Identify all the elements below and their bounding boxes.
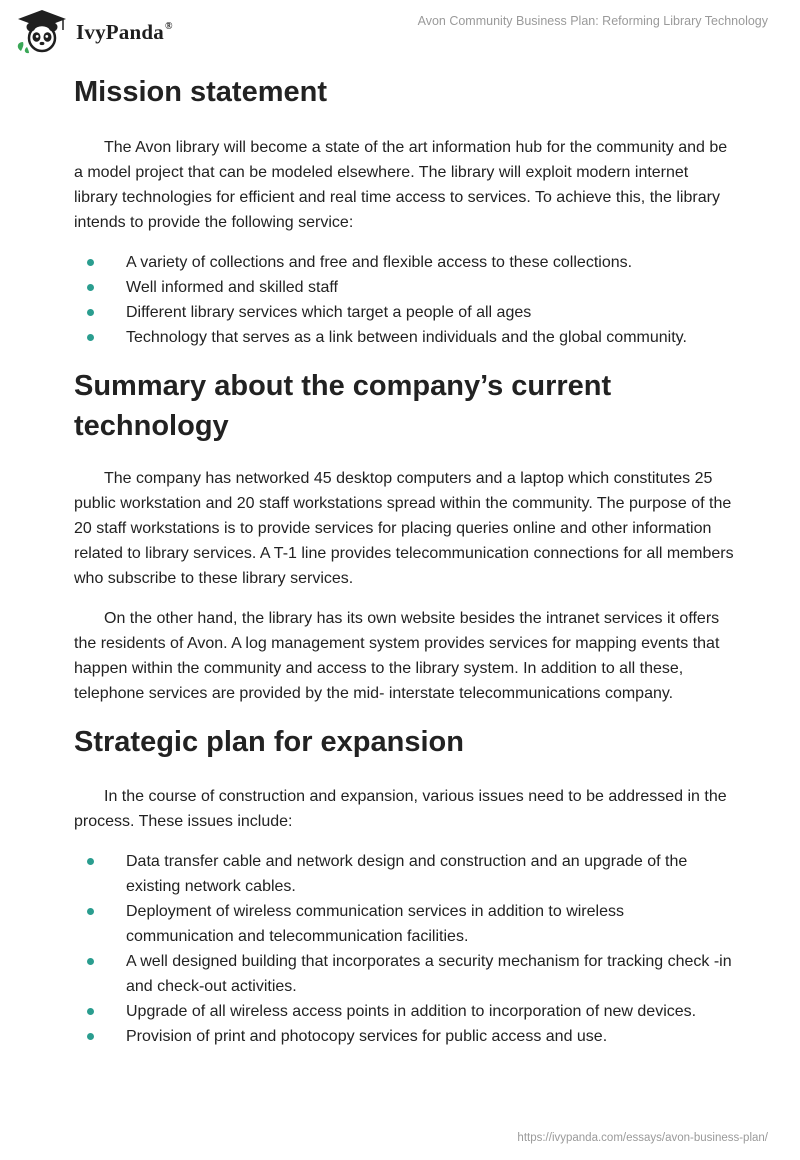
list-item: Deployment of wireless communication services in addition to wireless communication and telecommunication facilities. (74, 899, 734, 949)
paragraph: In the course of construction and expansion, various issues need to be addressed in the process. These issues include: (74, 788, 727, 830)
list-item: Upgrade of all wireless access points in addition to incorporation of new devices. (74, 999, 734, 1024)
list-item: Data transfer cable and network design and construction and an upgrade of the existing network cables. (74, 849, 734, 899)
bullet-dot-icon (87, 259, 94, 266)
section-current-technology (74, 366, 734, 706)
list-item: Different library services which target a people of all ages (74, 300, 734, 325)
essay-content (74, 70, 734, 1049)
bullet-dot-icon (87, 309, 94, 316)
paragraph: On the other hand, the library has its own website besides the intranet services it offers the residents of Avon. A log management system provides services for mapping events that happen within the community and access to the library system. In addition to all these, telephone services are provided by the mid- interstate telecommunications company. (74, 610, 720, 702)
bullet-dot-icon (87, 908, 94, 915)
list-item: Provision of print and photocopy services for public access and use. (74, 1024, 734, 1049)
panda-graduation-cap-logo-icon (14, 8, 74, 54)
section-strategic-plan (74, 722, 734, 1049)
list-item: Well informed and skilled staff (74, 275, 734, 300)
brand-name: IvyPanda® (76, 20, 173, 44)
document-title: Avon Community Business Plan: Reforming Library Technology (417, 14, 768, 28)
bullet-dot-icon (87, 858, 94, 865)
bullet-dot-icon (87, 958, 94, 965)
bullet-dot-icon (87, 284, 94, 291)
list-item: A variety of collections and free and flexible access to these collections. (74, 250, 734, 275)
bullet-dot-icon (87, 334, 94, 341)
bullet-dot-icon (87, 1008, 94, 1015)
paragraph: The company has networked 45 desktop computers and a laptop which constitutes 25 public workstation and 20 staff workstations spread within the community. The purpose of the 20 staff workstations is to provide services for placing queries online and other information related to library services. A T-1 line provides telecommunication connections for all members who subscribe to these library services. (74, 470, 734, 587)
bullet-list (74, 849, 734, 1049)
section-heading: Summary about the company’s current technology (74, 370, 612, 442)
bullet-dot-icon (87, 1033, 94, 1040)
page-header (0, 0, 800, 60)
list-item: Technology that serves as a link between individuals and the global community. (74, 325, 734, 350)
list-item: A well designed building that incorporates a security mechanism for tracking check -in and check-out activities. (74, 949, 734, 999)
section-mission-statement (74, 72, 734, 350)
section-heading: Mission statement (74, 76, 327, 108)
section-heading: Strategic plan for expansion (74, 726, 464, 758)
bullet-list (74, 250, 734, 350)
paragraph: The Avon library will become a state of the art information hub for the community and be a model project that can be modeled elsewhere. The library will exploit modern internet library technologies for efficient and real time access to services. To achieve this, the library intends to provide the following service: (74, 139, 728, 231)
source-url-link[interactable]: https://ivypanda.com/essays/avon-business-plan/ (517, 1132, 768, 1144)
ivypanda-logo[interactable] (14, 8, 194, 54)
